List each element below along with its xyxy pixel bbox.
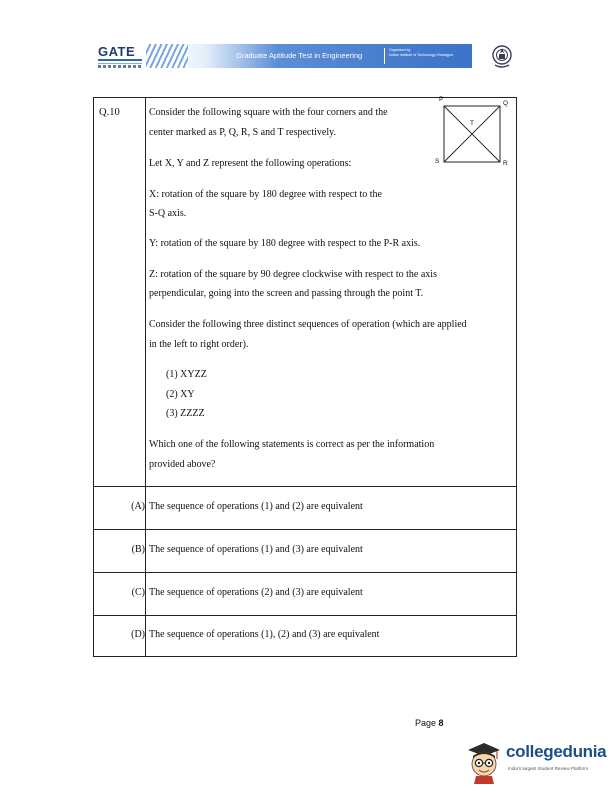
- page-number: [415, 718, 444, 728]
- question-number: Q.10: [99, 107, 120, 118]
- question-line: S-Q axis.: [149, 208, 187, 219]
- option-c-text: The sequence of operations (2) and (3) are equivalent: [149, 587, 363, 598]
- sequence-item: (3) ZZZZ: [166, 408, 205, 419]
- table-row-divider-a: [94, 486, 516, 487]
- question-line: provided above?: [149, 459, 216, 470]
- page-number-value: 8: [438, 718, 444, 728]
- question-line: Consider the following three distinct sequences of operation (which are applied: [149, 319, 467, 330]
- option-a-letter: (A): [131, 501, 145, 512]
- banner-title: Graduate Aptitude Test in Engineering: [236, 51, 363, 60]
- question-table: [93, 97, 517, 657]
- gate-logo-text: GATE: [98, 44, 136, 59]
- corner-label-s: S: [435, 158, 440, 165]
- collegedunia-brand: collegedunia: [506, 742, 607, 761]
- gate-logo: [98, 44, 146, 70]
- question-line: X: rotation of the square by 180 degree with respect to the: [149, 189, 382, 200]
- collegedunia-tagline: India's largest Student Review Platform: [508, 766, 589, 771]
- option-d-letter: (D): [131, 629, 145, 640]
- iit-kharagpur-emblem-icon: [490, 44, 514, 70]
- page-header: [98, 44, 518, 72]
- center-label-t: T: [470, 120, 474, 127]
- gate-logo-stripe-thin: [98, 63, 142, 64]
- square-diagram: [430, 94, 520, 170]
- option-b-text: The sequence of operations (1) and (3) are equivalent: [149, 544, 363, 555]
- table-row-divider-b: [94, 529, 516, 530]
- sequence-item: (2) XY: [166, 389, 195, 400]
- question-line: in the left to right order).: [149, 339, 249, 350]
- page-label-text: Page: [415, 718, 437, 728]
- option-d-text: The sequence of operations (1), (2) and (3) are equivalent: [149, 629, 380, 640]
- option-b-letter: (B): [131, 544, 145, 555]
- header-banner: [146, 44, 472, 68]
- question-line: Z: rotation of the square by 90 degree clockwise with respect to the axis: [149, 269, 437, 280]
- question-line: center marked as P, Q, R, S and T respectively.: [149, 127, 336, 138]
- question-line: Which one of the following statements is correct as per the information: [149, 439, 435, 450]
- banner-hatch-pattern: [146, 44, 188, 68]
- table-row-divider-c: [94, 572, 516, 573]
- table-row-divider-d: [94, 615, 516, 616]
- corner-label-q: Q: [503, 100, 509, 107]
- corner-label-p: P: [439, 96, 444, 103]
- collegedunia-mascot-icon: [464, 740, 504, 784]
- banner-organizer: [389, 48, 453, 58]
- organizer-line-2: Indian Institute of Technology Kharagpur: [389, 53, 454, 57]
- option-a-text: The sequence of operations (1) and (2) are equivalent: [149, 501, 363, 512]
- gate-logo-stripe: [98, 59, 142, 61]
- corner-label-r: R: [503, 160, 508, 167]
- option-c-letter: (C): [131, 587, 145, 598]
- gate-logo-subtext-pattern: [98, 65, 142, 68]
- question-line: Let X, Y and Z represent the following operations:: [149, 158, 352, 169]
- organizer-line-1: Organised by: [389, 48, 411, 52]
- question-line: perpendicular, going into the screen and passing through the point T.: [149, 288, 424, 299]
- question-line: Y: rotation of the square by 180 degree with respect to the P-R axis.: [149, 238, 421, 249]
- question-line: Consider the following square with the four corners and the: [149, 107, 388, 118]
- banner-separator: [384, 48, 385, 64]
- sequence-item: (1) XYZZ: [166, 369, 207, 380]
